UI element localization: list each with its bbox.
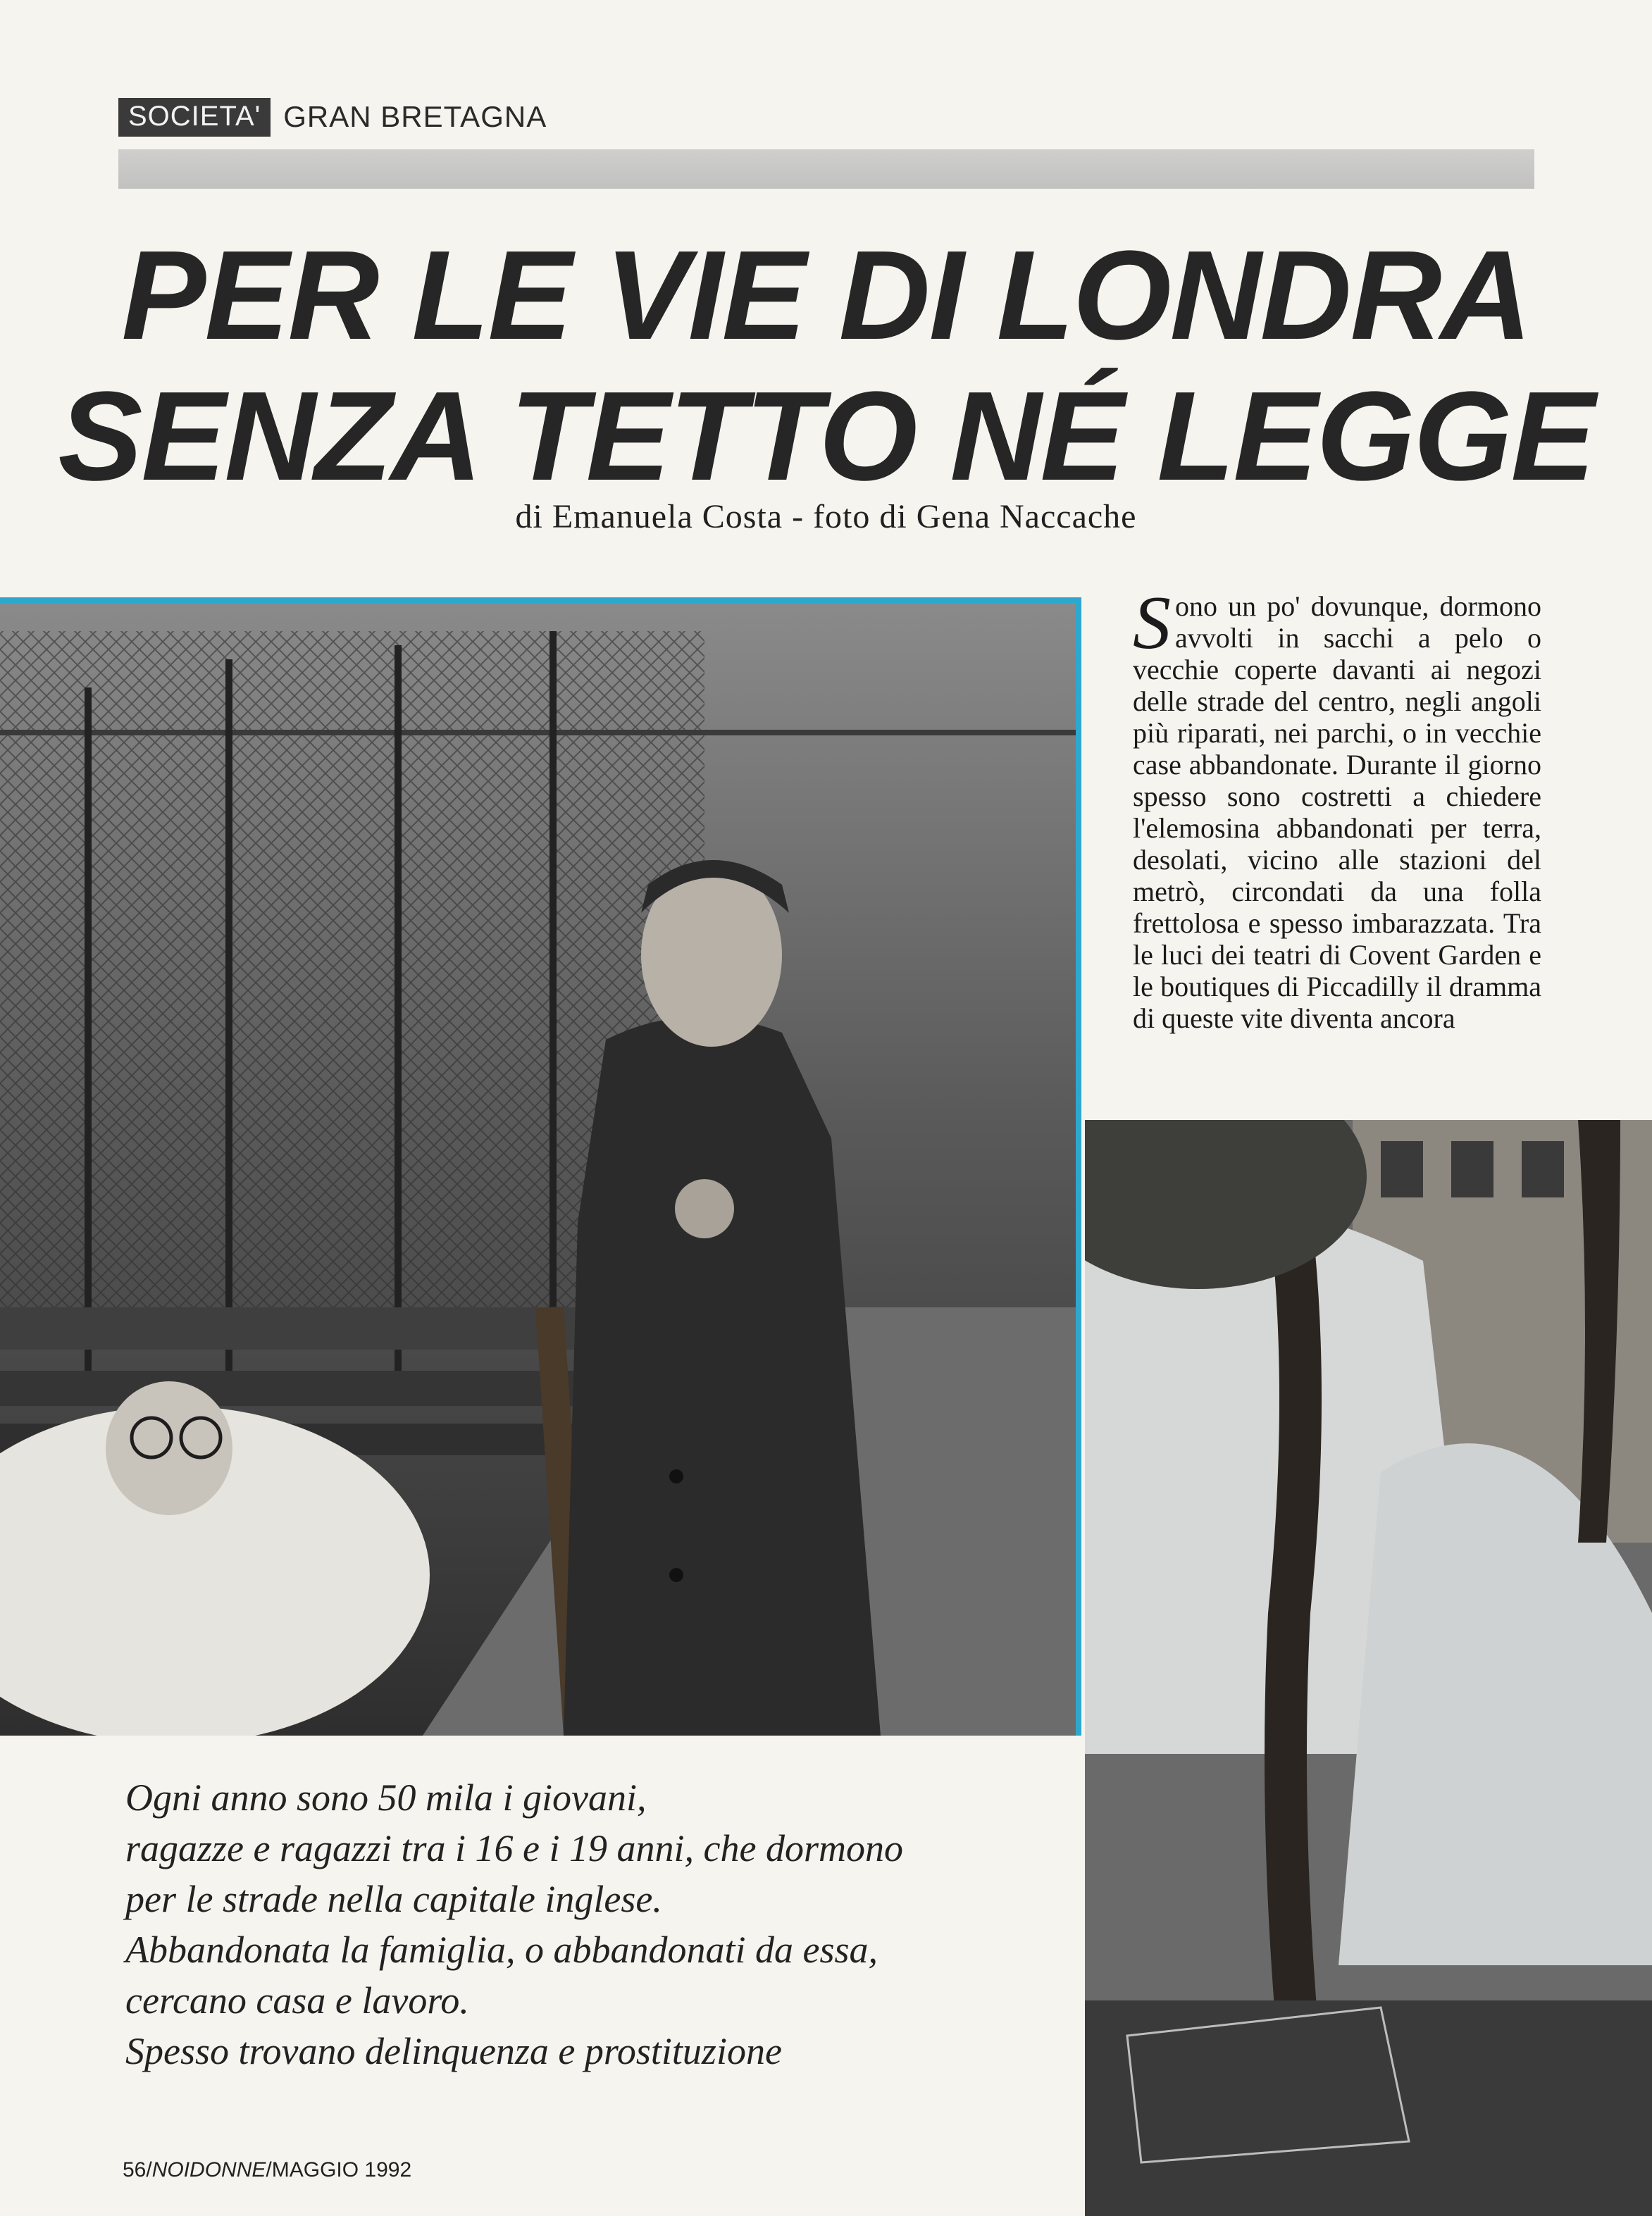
headline-line-1: PER LE VIE DI LONDRA	[121, 225, 1531, 366]
section-tag: SOCIETA'	[118, 98, 271, 137]
article-body-column	[1133, 581, 1541, 1034]
section-header	[118, 97, 547, 137]
photo-men-on-bench-illustration	[0, 603, 1076, 1736]
byline: di Emanuela Costa - foto di Gena Naccache	[515, 498, 1137, 535]
headline	[0, 225, 1652, 507]
deck-line: Spesso trovano delinquenza e prostituzione	[125, 2030, 782, 2072]
folio-magazine: NOIDONNE	[151, 2158, 266, 2181]
dropcap: S	[1133, 581, 1171, 665]
folio-page: 56/	[123, 2158, 152, 2181]
deck-line: ragazze e ragazzi tra i 16 e i 19 anni, che dormono	[125, 1827, 903, 1869]
deck-standfirst	[125, 1772, 1055, 2077]
section-country: GRAN BRETAGNA	[283, 100, 547, 133]
article-body-text: ono un po' dovunque, dormono avvolti in sacchi a pelo o vecchie coperte davanti ai negozi delle strade del centro, negli angoli più riparati, nei parchi, o in vecchie case abbandonate. Durante il giorno spesso sono costretti a chiedere l'elemosina abbandonati per terra, desolati, vicino alle stazioni del metrò, circondati da una folla frettolosa e spesso imbarazzata. Tra le luci dei teatri di Covent Garden e le boutiques di Piccadilly il dramma di queste vite diventa ancora	[1133, 590, 1541, 1034]
deck-line: per le strade nella capitale inglese.	[125, 1878, 662, 1920]
photo-tents-park-illustration	[1085, 1120, 1652, 2216]
headline-line-2: SENZA TETTO NÉ LEGGE	[58, 366, 1594, 507]
photo-men-on-bench	[0, 597, 1081, 1736]
folio-issue: /MAGGIO 1992	[266, 2158, 412, 2181]
deck-line: Ogni anno sono 50 mila i giovani,	[125, 1776, 647, 1819]
deck-line: Abbandonata la famiglia, o abbandonati da essa,	[125, 1929, 878, 1971]
photo-tents-park	[1085, 1120, 1652, 2216]
page-folio	[123, 2158, 411, 2182]
deck-line: cercano casa e lavoro.	[125, 1979, 469, 2022]
bleed-through-band	[118, 149, 1534, 189]
